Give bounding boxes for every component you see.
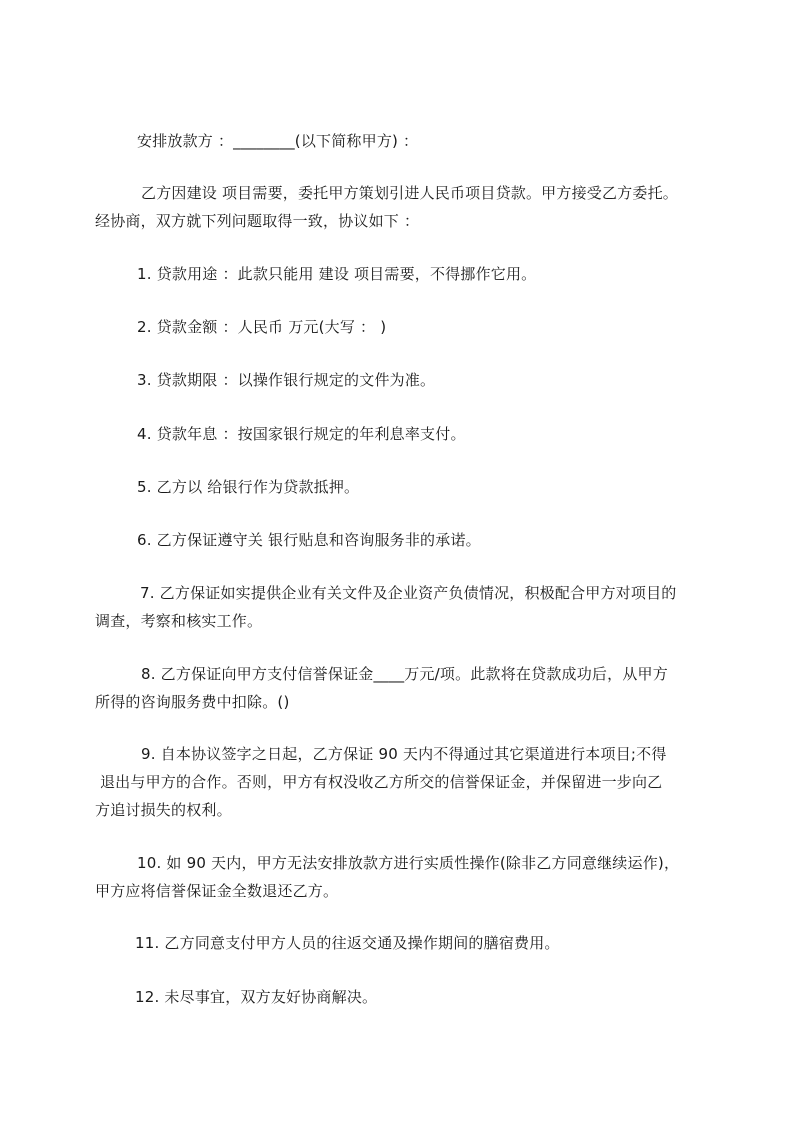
clause-12: 12. 未尽事宜，双方友好协商解决。 [135, 988, 378, 1006]
clause-11: 11. 乙方同意支付甲方人员的往返交通及操作期间的膳宿费用。 [135, 934, 560, 952]
clause-1: 1. 贷款用途 ：此款只能用 建设 项目需要，不得挪作它用。 [137, 265, 537, 283]
clause-7-line-1: 7. 乙方保证如实提供企业有关文件及企业资产负债情况，积极配合甲方对项目的 [140, 584, 677, 602]
lender-line: 安排放款方 ：________(以下简称甲方) ： [137, 132, 419, 150]
clause-9-line-3: 方追讨损失的权利。 [95, 801, 232, 819]
intro-line-2: 经协商，双方就下列问题取得一致，协议如下 ： [95, 212, 420, 230]
clause-4: 4. 贷款年息 ：按国家银行规定的年利息率支付。 [137, 425, 466, 443]
clause-3: 3. 贷款期限 ：以操作银行规定的文件为准。 [137, 371, 436, 389]
clause-10-line-1: 10. 如 90 天内，甲方无法安排放款方进行实质性操作(除非乙方同意继续运作)， [137, 854, 680, 872]
clause-6: 6. 乙方保证遵守关 银行贴息和咨询服务非的承诺。 [137, 531, 481, 549]
intro-line-1: 乙方因建设 项目需要，委托甲方策划引进人民币项目贷款。甲方接受乙方委托。 [141, 184, 678, 202]
clause-10-line-2: 甲方应将信誉保证金全数退还乙方。 [95, 882, 339, 900]
clause-9-line-1: 9. 自本协议签字之日起，乙方保证 90 天内不得通过其它渠道进行本项目;不得 [141, 745, 667, 763]
clause-2: 2. 贷款金额 ：人民币 万元(大写 ： ) [137, 318, 387, 336]
clause-9-line-2: 退出与甲方的合作。否则，甲方有权没收乙方所交的信誉保证金，并保留进一步向乙 [95, 773, 663, 791]
clause-5: 5. 乙方以 给银行作为贷款抵押。 [137, 478, 360, 496]
clause-8-line-2: 所得的咨询服务费中扣除。() [95, 693, 290, 711]
clause-7-line-2: 调查，考察和核实工作。 [95, 612, 263, 630]
clause-8-line-1: 8. 乙方保证向甲方支付信誉保证金____万元/项。此款将在贷款成功后，从甲方 [141, 665, 668, 683]
